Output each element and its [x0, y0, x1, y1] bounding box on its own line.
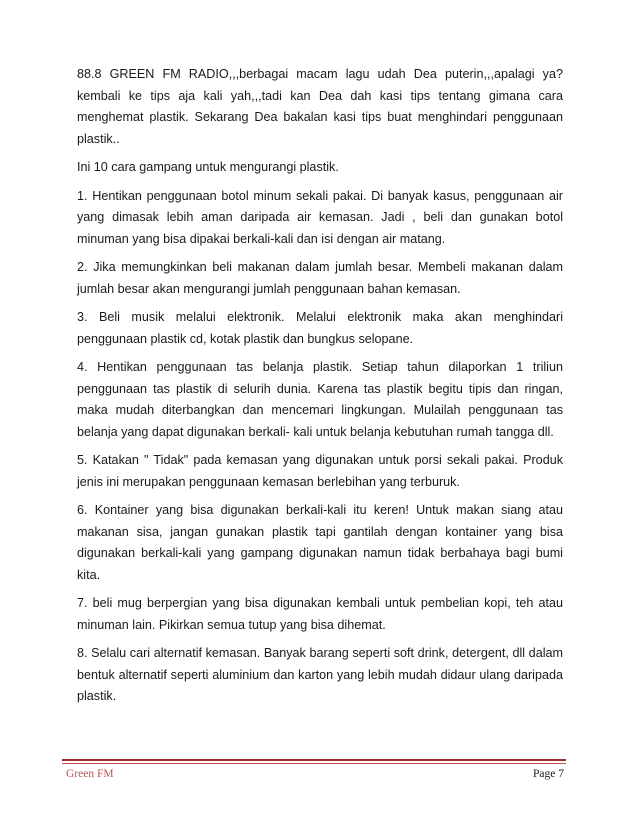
tip-paragraph-3: 3. Beli musik melalui elektronik. Melalui elektronik maka akan menghindari penggunaan plastik cd, kotak plastik dan bungkus selopane.: [77, 310, 563, 346]
tip-paragraph-1: 1. Hentikan penggunaan botol minum sekali pakai. Di banyak kasus, penggunaan air yang dimasak lebih aman daripada air kemasan. Jadi , beli dan gunakan botol minuman yang bisa dipakai berkali-kali dan isi dengan air matang.: [77, 188, 563, 246]
page-body: [77, 64, 563, 715]
footer-publisher-label: Green FM: [66, 768, 114, 780]
tip-paragraph-4: 4. Hentikan penggunaan tas belanja plastik. Setiap tahun dilaporkan 1 triliun penggunaan tas plastik di selurih dunia. Karena tas plastik begitu tipis dan ringan, maka mudah diterbangkan dan mencemari lingkungan. Mulailah penggunaan tas belanja yang dapat digunakan berkali- kali untuk belanja kebutuhan rumah tangga dll.: [77, 360, 563, 439]
page-footer: [66, 768, 564, 780]
footer-divider-thick: [62, 759, 566, 761]
footer-page-number: Page 7: [533, 768, 564, 780]
tip-paragraph-2: 2. Jika memungkinkan beli makanan dalam jumlah besar. Membeli makanan dalam jumlah besar akan mengurangi jumlah penggunaan bahan kemasan.: [77, 260, 563, 296]
tip-paragraph-8: 8. Selalu cari alternatif kemasan. Banyak barang seperti soft drink, detergent, dll dalam bentuk alternatif seperti aluminium dan karton yang lebih mudah didaur ulang daripada plastik.: [77, 646, 563, 703]
tip-paragraph-7: 7. beli mug berpergian yang bisa digunakan kembali untuk pembelian kopi, teh atau minuman lain. Pikirkan semua tutup yang bisa dihemat.: [77, 596, 563, 632]
list-intro-paragraph: Ini 10 cara gampang untuk mengurangi plastik.: [77, 160, 339, 174]
tip-paragraph-5: 5. Katakan " Tidak" pada kemasan yang digunakan untuk porsi sekali pakai. Produk jenis ini merupakan penggunaan kemasan berlebihan yang terburuk.: [77, 453, 563, 489]
footer-divider-thin: [62, 763, 566, 764]
tip-paragraph-6: 6. Kontainer yang bisa digunakan berkali-kali itu keren! Untuk makan siang atau makanan sisa, jangan gunakan plastik tapi gantilah dengan kontainer yang bisa digunakan berkali-kali yang gampang digunakan namun tidak berbahaya bagi bumi kita.: [77, 503, 563, 582]
intro-paragraph: 88.8 GREEN FM RADIO,,,berbagai macam lagu udah Dea puterin,,,apalagi ya? kembali ke tips aja kali yah,,,tadi kan Dea dah kasi tips tentang gimana cara menghemat plastik. Sekarang Dea bakalan kasi tips buat menghindari penggunaan plastik..: [77, 67, 563, 146]
